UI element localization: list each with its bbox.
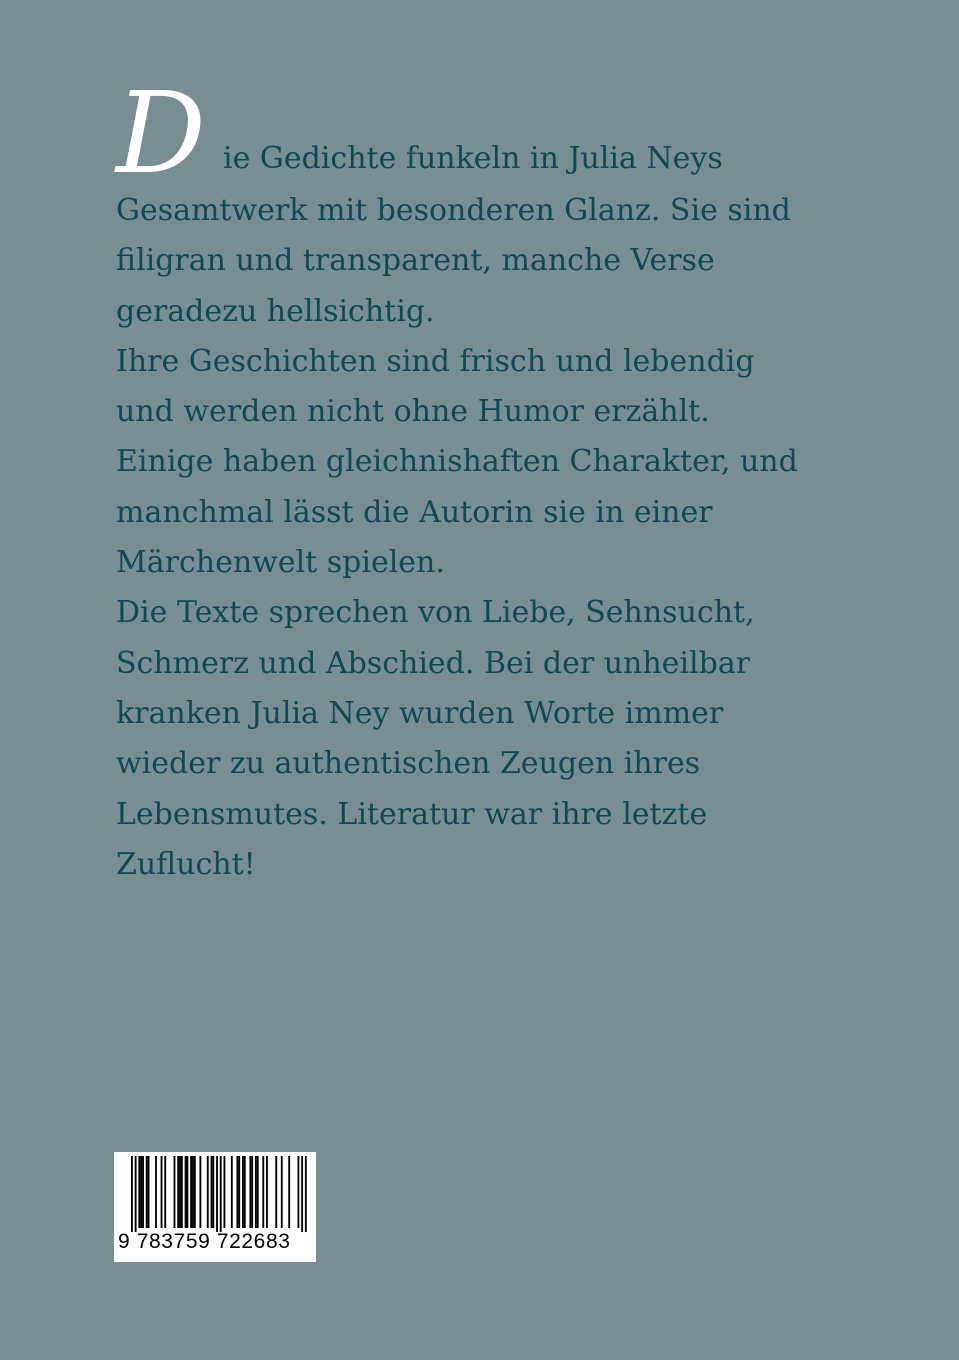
barcode-bar: [257, 1156, 259, 1228]
blurb-line-2: Gesamtwerk mit besonderen Glanz. Sie sind: [116, 193, 791, 228]
barcode-bar: [131, 1156, 133, 1232]
barcode-bar: [251, 1156, 253, 1228]
barcode-bars: [114, 1152, 316, 1232]
blurb-line-1: ie Gedichte funkeln in Julia Neys: [223, 141, 723, 176]
barcode-bar: [190, 1156, 192, 1228]
blurb-line-6: und werden nicht ohne Humor erzählt.: [116, 394, 710, 430]
drop-cap: D: [116, 69, 206, 199]
blurb-line-11: Schmerz und Abschied. Bei der unheilbar: [116, 645, 751, 681]
barcode-bar: [231, 1156, 233, 1228]
barcode-bar: [192, 1156, 194, 1228]
barcode-bar: [298, 1156, 300, 1228]
blurb-line-9: Märchenwelt spielen.: [116, 545, 445, 581]
barcode-bar: [244, 1156, 246, 1228]
barcode-bar: [142, 1156, 144, 1228]
blurb-line-10: Die Texte sprechen von Liebe, Sehnsucht,: [116, 595, 755, 631]
blurb-first-line: [116, 69, 836, 199]
barcode-bar: [135, 1156, 137, 1232]
barcode-bar: [207, 1156, 209, 1228]
barcode-number: 9 783759 722683: [118, 1230, 291, 1253]
barcode-bar: [211, 1156, 213, 1228]
barcode-bar: [238, 1156, 240, 1228]
barcode-bar: [288, 1156, 290, 1228]
blurb-line-4: geradezu hellsichtig.: [116, 293, 435, 329]
blurb-line-12: kranken Julia Ney wurden Worte immer: [116, 695, 724, 731]
barcode-bar: [177, 1156, 179, 1228]
barcode-bar: [146, 1156, 148, 1228]
barcode-bar: [242, 1156, 244, 1228]
barcode-bar: [185, 1156, 187, 1228]
barcode-bar: [224, 1156, 226, 1228]
barcode-bar: [164, 1156, 166, 1228]
barcode-bar: [181, 1156, 183, 1228]
barcode-bar: [138, 1156, 140, 1228]
barcode-bar: [212, 1156, 214, 1228]
barcode-bar: [187, 1156, 189, 1228]
blurb-line-14: Lebensmutes. Literatur war ihre letzte: [116, 796, 708, 832]
barcode-bar: [179, 1156, 181, 1228]
blurb-text: [116, 69, 836, 890]
barcode-bar: [236, 1156, 238, 1228]
blurb-line-3: filigran und transparent, manche Verse: [116, 243, 715, 279]
barcode-bar: [301, 1156, 303, 1232]
isbn-barcode: [114, 1152, 316, 1262]
barcode-bar: [148, 1156, 150, 1228]
blurb-line-13: wieder zu authentischen Zeugen ihres: [116, 746, 701, 782]
blurb-line-15: Zuflucht!: [116, 846, 256, 882]
barcode-bar: [262, 1156, 264, 1228]
barcode-bar: [305, 1156, 307, 1232]
barcode-bar: [255, 1156, 257, 1228]
barcode-bar: [194, 1156, 196, 1228]
barcode-bar: [216, 1156, 218, 1232]
barcode-bar: [281, 1156, 283, 1228]
barcode-bar: [161, 1156, 163, 1228]
blurb-line-5: Ihre Geschichten sind frisch und lebendig: [116, 343, 755, 379]
barcode-bar: [174, 1156, 176, 1228]
barcode-bar: [266, 1156, 268, 1228]
barcode-bar: [155, 1156, 157, 1228]
barcode-bar: [249, 1156, 251, 1228]
barcode-bar: [220, 1156, 222, 1232]
blurb-line-8: manchmal lässt die Autorin sie in einer: [116, 494, 713, 530]
barcode-bar: [199, 1156, 201, 1228]
barcode-bar: [140, 1156, 142, 1228]
barcode-bar: [275, 1156, 277, 1228]
blurb-line-7: Einige haben gleichnishaften Charakter, und: [116, 444, 798, 480]
